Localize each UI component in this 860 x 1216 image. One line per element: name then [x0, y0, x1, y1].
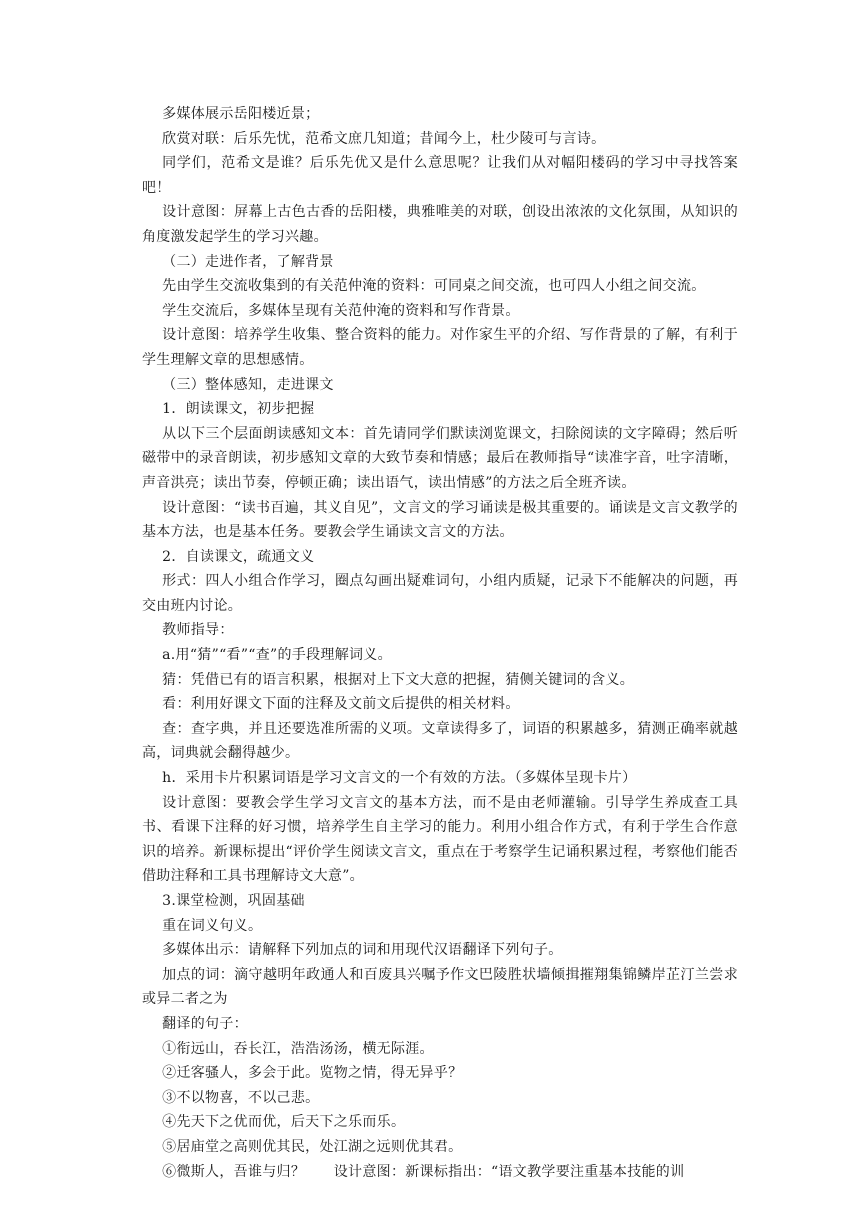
list-item: ④先天下之优而优，后天下之乐而乐。: [162, 1114, 406, 1131]
subsection-heading: 2．自读课文，疏通文义: [162, 548, 315, 565]
paragraph: 设计意图：培养学生收集、整合资料的能力。对作家生平的介绍、写作背景的了解，有利于学生理解文章的思想感情。: [142, 327, 738, 368]
paragraph: 设计意图：“读书百遍，其义自见”，文言文的学习诵读是极其重要的。诵读是文言文教学的基本方法，也是基本任务。要教会学生诵读文言文的方法。: [142, 499, 738, 541]
paragraph: h．采用卡片积累词语是学习文言文的一个有效的方法。（多媒体呈现卡片）: [162, 770, 637, 787]
paragraph: 猜：凭借已有的语言积累，根据对上下文大意的把握，猜侧关键词的含义。: [162, 671, 635, 688]
section-heading: （三）整体感知，走进课文: [162, 376, 334, 393]
paragraph: 重在词义句义。: [162, 917, 263, 934]
list-item: ②迁客骚人，多会于此。览物之情，得无异乎？: [162, 1065, 463, 1082]
paragraph: 从以下三个层面朗读感知文本：首先请同学们默读浏览课文，扫除阅读的文字障碍；然后听磁带中的录音朗读，初步感知文章的大致节奏和情感；最后在教师指导“读准字音，吐字清晰，声音洪亮；读出节奏，停顿正确；读出语气，读出情感”的方法之后全班齐读。: [142, 425, 738, 491]
document-body: [142, 102, 738, 1184]
paragraph: 先由学生交流收集到的有关范仲淹的资料：可同桌之间交流，也可四人小组之间交流。: [162, 278, 706, 295]
paragraph: 多媒体出示：请解释下列加点的词和用现代汉语翻译下列句子。: [162, 942, 563, 959]
list-item: ⑥微斯人，吾谁与归？ 设计意图：新课标指出：“语文教学要注重基本技能的训: [162, 1163, 685, 1180]
paragraph: a.用“猜”“看”“查”的手段理解词义。: [162, 647, 392, 664]
subsection-heading: 1．朗读课文，初步把握: [162, 401, 315, 418]
paragraph: 加点的词：滴守越明年政通人和百废具兴嘱予作文巴陵胜状墙倾揖摧翔集锦鳞岸芷汀兰尝求或异二者之为: [142, 966, 738, 1008]
paragraph: 看：利用好课文下面的注释及文前文后提供的相关材料。: [162, 696, 520, 713]
paragraph: 教师指导：: [162, 622, 234, 639]
paragraph: 多媒体展示岳阳楼近景；: [162, 106, 320, 122]
section-heading: （二）走进作者，了解背景: [162, 253, 334, 270]
paragraph: 学生交流后，多媒体呈现有关范仲淹的资料和写作背景。: [162, 302, 520, 319]
paragraph: 查：查字典，并且还要选准所需的义项。文章读得多了，词语的积累越多，猜测正确率就越高，词典就会翻得越少。: [142, 720, 738, 762]
subsection-heading: 3.课堂检测，巩固基础: [162, 893, 305, 909]
paragraph: 设计意图：屏幕上古色古香的岳阳楼，典雅唯美的对联，创设出浓浓的文化氛围，从知识的角度激发起学生的学习兴趣。: [142, 204, 738, 245]
paragraph: 欣赏对联：后乐先忧，范希文庶几知道；昔闻今上，杜少陵可与言诗。: [162, 130, 606, 147]
paragraph: 翻译的句子：: [162, 1015, 248, 1032]
paragraph: 形式：四人小组合作学习，圈点勾画出疑难词句，小组内质疑，记录下不能解决的问题，再交由班内讨论。: [142, 573, 738, 614]
list-item: ⑤居庙堂之高则优其民，处江湖之远则优其君。: [162, 1138, 463, 1155]
list-item: ③不以物喜，不以己悲。: [162, 1089, 320, 1106]
list-item: ①衔远山，吞长江，浩浩汤汤，横无际涯。: [162, 1040, 434, 1057]
paragraph: 设计意图：要教会学生学习文言文的基本方法，而不是由老师灌输。引导学生养成查工具书、看课下注释的好习惯，培养学生自主学习的能力。利用小组合作方式，有利于学生合作意识的培养。新课标提出“评价学生阅读文言文，重点在于考察学生记诵积累过程，考察他们能否借助注释和工具书理解诗文大意”。: [142, 794, 738, 885]
paragraph: 同学们，范希文是谁？后乐先优又是什么意思呢？让我们从对幅阳楼码的学习中寻找答案吧！: [142, 155, 738, 196]
